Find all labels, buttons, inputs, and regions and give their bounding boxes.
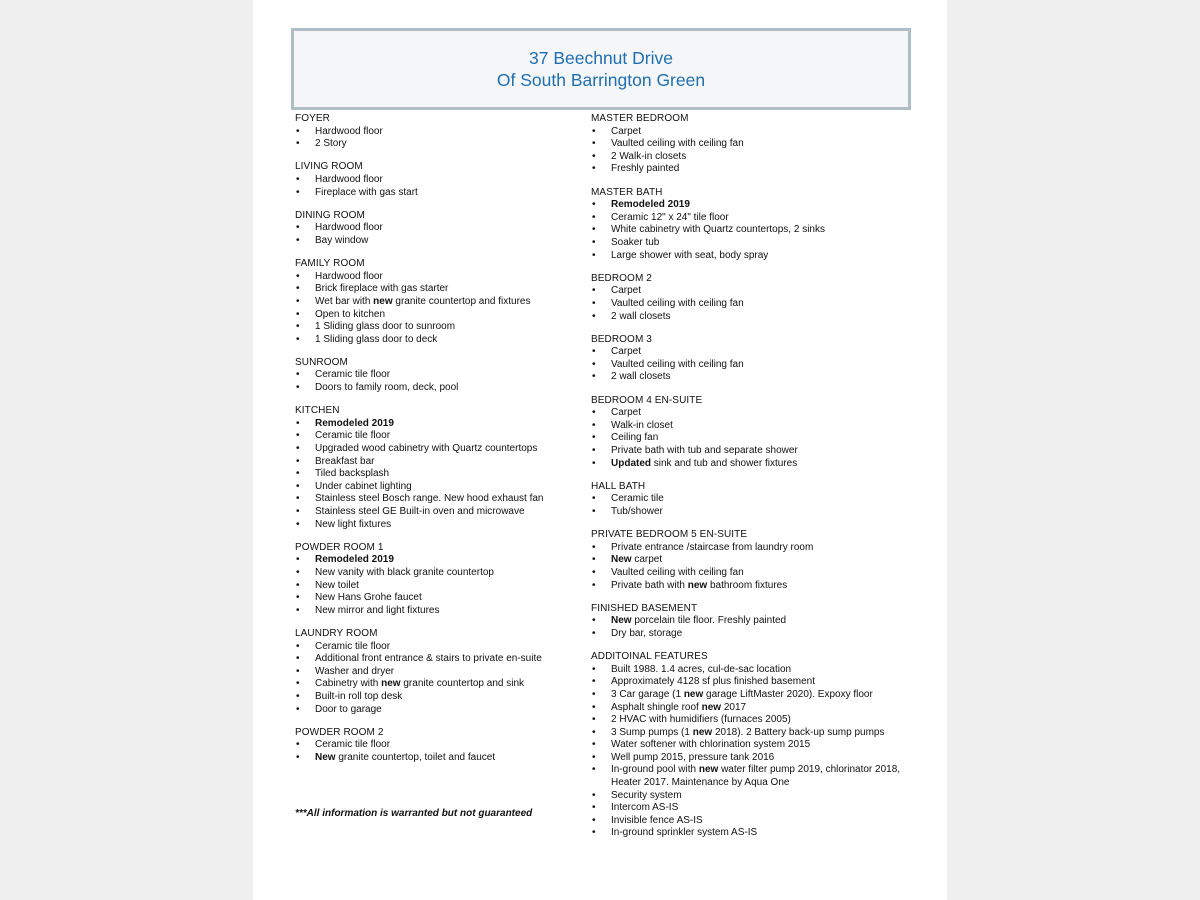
room-section	[295, 161, 585, 199]
section-title: DINING ROOM	[295, 209, 365, 221]
feature-list	[591, 615, 911, 640]
feature-text: Water softener with chlorination system 2015	[611, 739, 811, 751]
section-title: SUNROOM	[295, 356, 348, 368]
feature-text: Private bath with tub and separate shower	[611, 445, 798, 457]
feature-text: Tub/shower	[611, 506, 663, 517]
feature-list	[295, 418, 585, 531]
feature-item	[591, 752, 911, 765]
feature-list	[295, 739, 585, 764]
feature-text: In-ground pool with	[611, 764, 699, 776]
feature-item	[295, 222, 585, 235]
feature-text: 2 HVAC with humidifiers (furnaces 2005)	[611, 714, 791, 726]
feature-text: 2018). 2 Battery back-up sump pumps	[712, 726, 885, 738]
feature-text: Ceramic 12" x 24" tile floor	[611, 211, 729, 223]
section-title: BEDROOM 4 EN-SUITE	[591, 394, 703, 406]
feature-text: Freshly painted	[611, 163, 680, 175]
feature-item	[591, 542, 911, 555]
feature-text: Door to garage	[315, 703, 382, 715]
feature-item	[295, 592, 585, 605]
feature-item	[591, 580, 911, 593]
feature-text: Upgraded wood cabinetry with Quartz countertops	[315, 443, 538, 455]
feature-item	[591, 506, 911, 519]
feature-item	[295, 666, 585, 679]
feature-item	[591, 371, 911, 384]
feature-text: new	[698, 764, 719, 776]
feature-item	[591, 628, 911, 641]
feature-text: Security system	[611, 789, 682, 801]
feature-text: 2 wall closets	[611, 371, 671, 383]
feature-item	[591, 676, 911, 689]
room-section	[295, 405, 585, 531]
feature-item	[295, 309, 585, 322]
section-title: FAMILY ROOM	[295, 258, 365, 270]
section-title: LAUNDRY ROOM	[295, 627, 378, 639]
feature-item	[591, 298, 911, 311]
feature-item	[295, 126, 585, 139]
section-title: BEDROOM 2	[591, 272, 652, 284]
feature-text: Tiled backsplash	[315, 468, 390, 480]
feature-text: Fireplace with gas start	[315, 186, 418, 198]
feature-item	[295, 493, 585, 506]
feature-item	[591, 432, 911, 445]
feature-item	[295, 468, 585, 481]
feature-text: garage LiftMaster 2020). Expoxy floor	[703, 688, 873, 700]
feature-text: 2 wall closets	[611, 310, 671, 322]
feature-item	[591, 224, 911, 237]
feature-list	[591, 126, 911, 176]
feature-text: carpet	[631, 554, 663, 566]
feature-text: Breakfast bar	[315, 455, 375, 467]
feature-text: bathroom fixtures	[707, 579, 788, 591]
feature-text: granite countertop and sink	[400, 678, 525, 690]
feature-item	[591, 126, 911, 139]
feature-item	[591, 285, 911, 298]
feature-text: new	[687, 579, 708, 591]
feature-item	[295, 605, 585, 618]
feature-text: Carpet	[611, 407, 642, 419]
feature-item	[591, 199, 911, 212]
feature-text: Ceramic tile floor	[315, 430, 391, 442]
room-section	[295, 210, 585, 248]
feature-text: In-ground sprinkler system AS-IS	[611, 827, 758, 839]
feature-text: New vanity with black granite countertop	[315, 566, 494, 578]
feature-item	[591, 739, 911, 752]
feature-text: Dry bar, storage	[611, 627, 683, 639]
feature-item	[591, 689, 911, 702]
feature-text: Carpet	[611, 125, 642, 137]
feature-list	[295, 271, 585, 347]
room-section	[295, 113, 585, 151]
feature-item	[295, 334, 585, 347]
feature-item	[591, 407, 911, 420]
room-section	[591, 651, 911, 840]
feature-text: New toilet	[315, 579, 359, 591]
feature-text: Intercom AS-IS	[611, 802, 679, 814]
feature-item	[295, 430, 585, 443]
feature-list	[295, 126, 585, 151]
room-section	[295, 258, 585, 346]
feature-item	[591, 714, 911, 727]
feature-item	[295, 369, 585, 382]
feature-item	[591, 615, 911, 628]
feature-item	[295, 418, 585, 431]
feature-text: Washer and dryer	[315, 665, 395, 677]
feature-item	[295, 519, 585, 532]
feature-text: Additional front entrance & stairs to private en-suite	[315, 653, 542, 665]
feature-text: Vaulted ceiling with ceiling fan	[611, 138, 744, 150]
feature-text: Wet bar with	[315, 295, 374, 307]
feature-item	[591, 163, 911, 176]
feature-item	[591, 554, 911, 567]
feature-item	[295, 739, 585, 752]
feature-text: Stainless steel Bosch range. New hood exhaust fan	[315, 493, 544, 505]
feature-text: new	[701, 701, 722, 713]
feature-item	[591, 445, 911, 458]
feature-item	[295, 506, 585, 519]
room-section	[591, 334, 911, 384]
feature-text: New	[611, 554, 632, 566]
section-title: ADDITOINAL FEATURES	[591, 651, 708, 663]
feature-text: Remodeled 2019	[315, 554, 394, 566]
feature-item	[591, 815, 911, 828]
left-column	[295, 113, 585, 775]
feature-item	[295, 296, 585, 309]
room-section	[295, 628, 585, 716]
feature-item	[591, 311, 911, 324]
feature-item	[591, 567, 911, 580]
feature-text: Ceramic tile floor	[315, 369, 391, 381]
section-title: FINISHED BASEMENT	[591, 602, 698, 614]
feature-list	[591, 285, 911, 323]
feature-text: Brick fireplace with gas starter	[315, 283, 449, 295]
feature-text: New light fixtures	[315, 518, 392, 530]
feature-text: Vaulted ceiling with ceiling fan	[611, 566, 744, 578]
feature-item	[295, 641, 585, 654]
feature-list	[295, 554, 585, 617]
subdivision-title: Of South Barrington Green	[496, 70, 706, 90]
feature-text: Built-in roll top desk	[315, 690, 403, 702]
section-title: POWDER ROOM 1	[295, 541, 384, 553]
feature-text: 3 Sump pumps (1	[611, 726, 693, 738]
feature-text: Ceramic tile floor	[315, 739, 391, 751]
feature-item	[591, 702, 911, 715]
feature-text: porcelain tile floor. Freshly painted	[631, 615, 787, 627]
room-section	[591, 603, 911, 641]
feature-text: New	[315, 751, 336, 763]
feature-text: Private bath with	[611, 579, 688, 591]
feature-item	[295, 283, 585, 296]
feature-item	[591, 346, 911, 359]
feature-text: Hardwood floor	[315, 222, 383, 234]
feature-text: Remodeled 2019	[315, 417, 394, 429]
feature-text: Hardwood floor	[315, 125, 383, 137]
feature-text: Invisible fence AS-IS	[611, 814, 703, 826]
section-title: MASTER BATH	[591, 186, 663, 198]
feature-item	[295, 691, 585, 704]
section-title: POWDER ROOM 2	[295, 726, 384, 738]
section-title: LIVING ROOM	[295, 161, 363, 173]
feature-item	[295, 271, 585, 284]
feature-item	[295, 187, 585, 200]
feature-list	[591, 664, 911, 840]
feature-text: 2 Story	[315, 138, 347, 150]
feature-item	[295, 567, 585, 580]
feature-list	[591, 346, 911, 384]
feature-item	[591, 827, 911, 840]
room-section	[591, 187, 911, 263]
feature-text: Private entrance /staircase from laundry room	[611, 541, 814, 553]
feature-text: Vaulted ceiling with ceiling fan	[611, 358, 744, 370]
feature-text: New mirror and light fixtures	[315, 604, 440, 616]
feature-text: Updated	[611, 457, 651, 469]
room-section	[295, 727, 585, 765]
feature-text: Under cabinet lighting	[315, 480, 412, 492]
feature-text: Remodeled 2019	[611, 199, 690, 211]
section-title: KITCHEN	[295, 405, 340, 417]
feature-text: sink and tub and shower fixtures	[651, 457, 798, 469]
feature-item	[591, 458, 911, 471]
section-title: BEDROOM 3	[591, 333, 652, 345]
feature-item	[295, 138, 585, 151]
feature-item	[591, 212, 911, 225]
room-section	[295, 357, 585, 395]
disclaimer: ***All information is warranted but not guaranteed	[295, 808, 533, 819]
feature-item	[295, 456, 585, 469]
feature-text: 2017	[721, 701, 747, 713]
room-section	[591, 395, 911, 471]
feature-item	[591, 237, 911, 250]
feature-text: new	[692, 726, 713, 738]
feature-text: Doors to family room, deck, pool	[315, 382, 459, 394]
feature-item	[295, 481, 585, 494]
feature-text: Bay window	[315, 234, 369, 246]
feature-item	[591, 727, 911, 740]
feature-text: Large shower with seat, body spray	[611, 249, 769, 261]
feature-text: Well pump 2015, pressure tank 2016	[611, 751, 775, 763]
feature-item	[295, 443, 585, 456]
feature-item	[295, 382, 585, 395]
room-section	[295, 542, 585, 618]
room-section	[591, 529, 911, 592]
feature-text: White cabinetry with Quartz countertops, 2 sinks	[611, 224, 825, 236]
room-section	[591, 481, 911, 519]
feature-text: 3 Car garage (1	[611, 688, 684, 700]
title-box	[291, 28, 911, 110]
feature-item	[591, 359, 911, 372]
feature-text: New	[611, 615, 632, 627]
feature-text: Ceiling fan	[611, 432, 659, 444]
feature-text: Vaulted ceiling with ceiling fan	[611, 297, 744, 309]
feature-item	[295, 235, 585, 248]
feature-text: Asphalt shingle roof	[611, 701, 702, 713]
feature-item	[591, 790, 911, 803]
feature-item	[591, 664, 911, 677]
feature-text: 2 Walk-in closets	[611, 150, 687, 162]
feature-text: 1 Sliding glass door to sunroom	[315, 321, 456, 333]
feature-list	[591, 199, 911, 262]
feature-text: New Hans Grohe faucet	[315, 592, 422, 604]
feature-item	[591, 420, 911, 433]
feature-text: Soaker tub	[611, 236, 660, 248]
feature-text: Hardwood floor	[315, 270, 383, 282]
feature-text: new	[683, 688, 704, 700]
feature-text: 1 Sliding glass door to deck	[315, 333, 438, 345]
feature-text: granite countertop, toilet and faucet	[335, 751, 496, 763]
section-title: HALL BATH	[591, 480, 646, 492]
feature-text: new	[373, 295, 393, 307]
feature-text: Open to kitchen	[315, 308, 386, 320]
feature-list	[591, 542, 911, 592]
feature-text: Carpet	[611, 285, 642, 297]
feature-item	[591, 151, 911, 164]
feature-item	[591, 138, 911, 151]
feature-item	[295, 554, 585, 567]
feature-text: Walk-in closet	[611, 419, 673, 431]
feature-text: Ceramic tile floor	[315, 640, 391, 652]
feature-item	[295, 174, 585, 187]
feature-text: Ceramic tile	[611, 493, 664, 505]
address-title: 37 Beechnut Drive	[529, 48, 673, 68]
feature-item	[295, 752, 585, 765]
feature-text: Cabinetry with	[315, 678, 382, 690]
feature-item	[295, 653, 585, 666]
feature-item	[295, 704, 585, 717]
feature-item	[295, 321, 585, 334]
room-section	[591, 113, 911, 176]
feature-item	[591, 764, 911, 789]
feature-list	[295, 174, 585, 199]
feature-item	[591, 493, 911, 506]
feature-list	[591, 493, 911, 518]
feature-text: water filter pump 2019, chlorinator 2018, Heater 2017. Maintenance by Aqua One	[611, 764, 901, 789]
feature-item	[295, 678, 585, 691]
feature-item	[591, 802, 911, 815]
feature-text: Hardwood floor	[315, 173, 383, 185]
feature-list	[295, 222, 585, 247]
feature-text: granite countertop and fixtures	[392, 295, 531, 307]
document-page	[253, 0, 947, 900]
section-title: FOYER	[295, 113, 330, 124]
section-title: PRIVATE BEDROOM 5 EN-SUITE	[591, 529, 748, 541]
feature-list	[295, 641, 585, 717]
feature-text: Stainless steel GE Built-in oven and microwave	[315, 506, 525, 517]
section-title: MASTER BEDROOM	[591, 113, 689, 124]
feature-text: Built 1988. 1.4 acres, cul-de-sac location	[611, 663, 792, 675]
feature-list	[591, 407, 911, 470]
right-column	[591, 113, 911, 851]
feature-item	[591, 250, 911, 263]
feature-text: Carpet	[611, 346, 642, 358]
feature-list	[295, 369, 585, 394]
feature-text: new	[381, 678, 401, 690]
feature-item	[295, 580, 585, 593]
room-section	[591, 273, 911, 323]
feature-text: Approximately 4128 sf plus finished basement	[611, 676, 816, 688]
